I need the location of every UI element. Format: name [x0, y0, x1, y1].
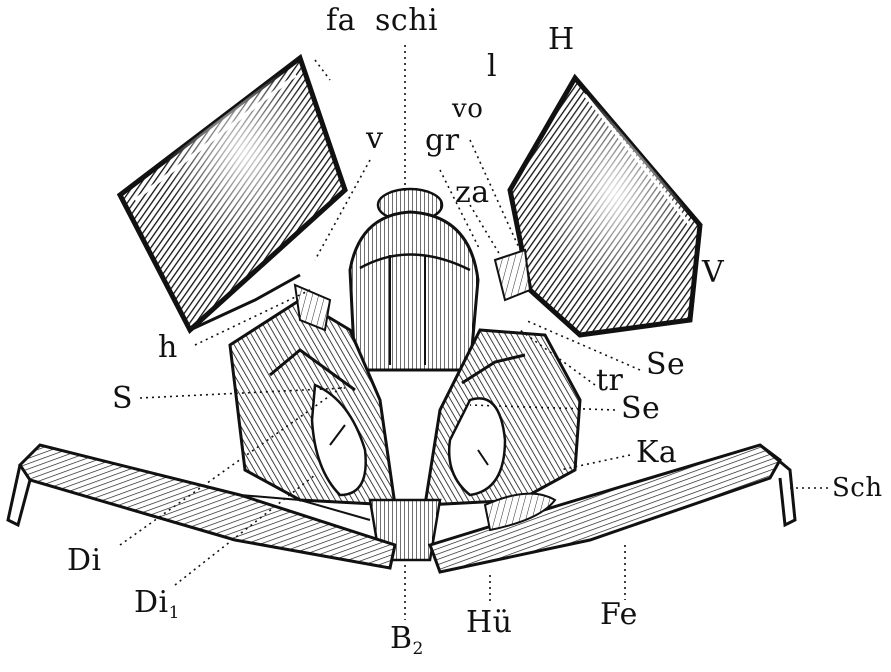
label-B2-base: B	[390, 621, 413, 656]
label-Fe: Fe	[600, 597, 638, 632]
label-v: v	[366, 121, 384, 156]
label-Di: Di	[67, 543, 102, 578]
label-B2	[390, 621, 424, 659]
label-Di1-base: Di	[134, 585, 169, 620]
label-tr: tr	[596, 363, 624, 398]
label-Hu: Hü	[466, 605, 513, 640]
right-wing-cover	[510, 78, 700, 335]
label-h: h	[158, 330, 178, 365]
label-vo: vo	[452, 94, 484, 124]
label-za: za	[455, 175, 490, 210]
head-collar	[350, 189, 478, 370]
label-gr: gr	[425, 123, 460, 158]
label-Ka: Ka	[636, 435, 678, 470]
label-Di1	[134, 585, 180, 623]
left-wing-cover	[120, 58, 345, 330]
label-Sch: Sch	[832, 473, 883, 503]
label-Se-upper: Se	[646, 347, 686, 382]
label-Se-lower: Se	[621, 391, 661, 426]
label-l: l	[487, 49, 498, 84]
label-fa: fa	[326, 3, 356, 38]
label-schi: schi	[375, 3, 439, 38]
label-S: S	[112, 381, 134, 416]
label-H: H	[548, 22, 575, 57]
label-Di1-sub: 1	[168, 603, 180, 623]
label-B2-sub: 2	[412, 639, 424, 659]
label-V: V	[702, 255, 725, 290]
